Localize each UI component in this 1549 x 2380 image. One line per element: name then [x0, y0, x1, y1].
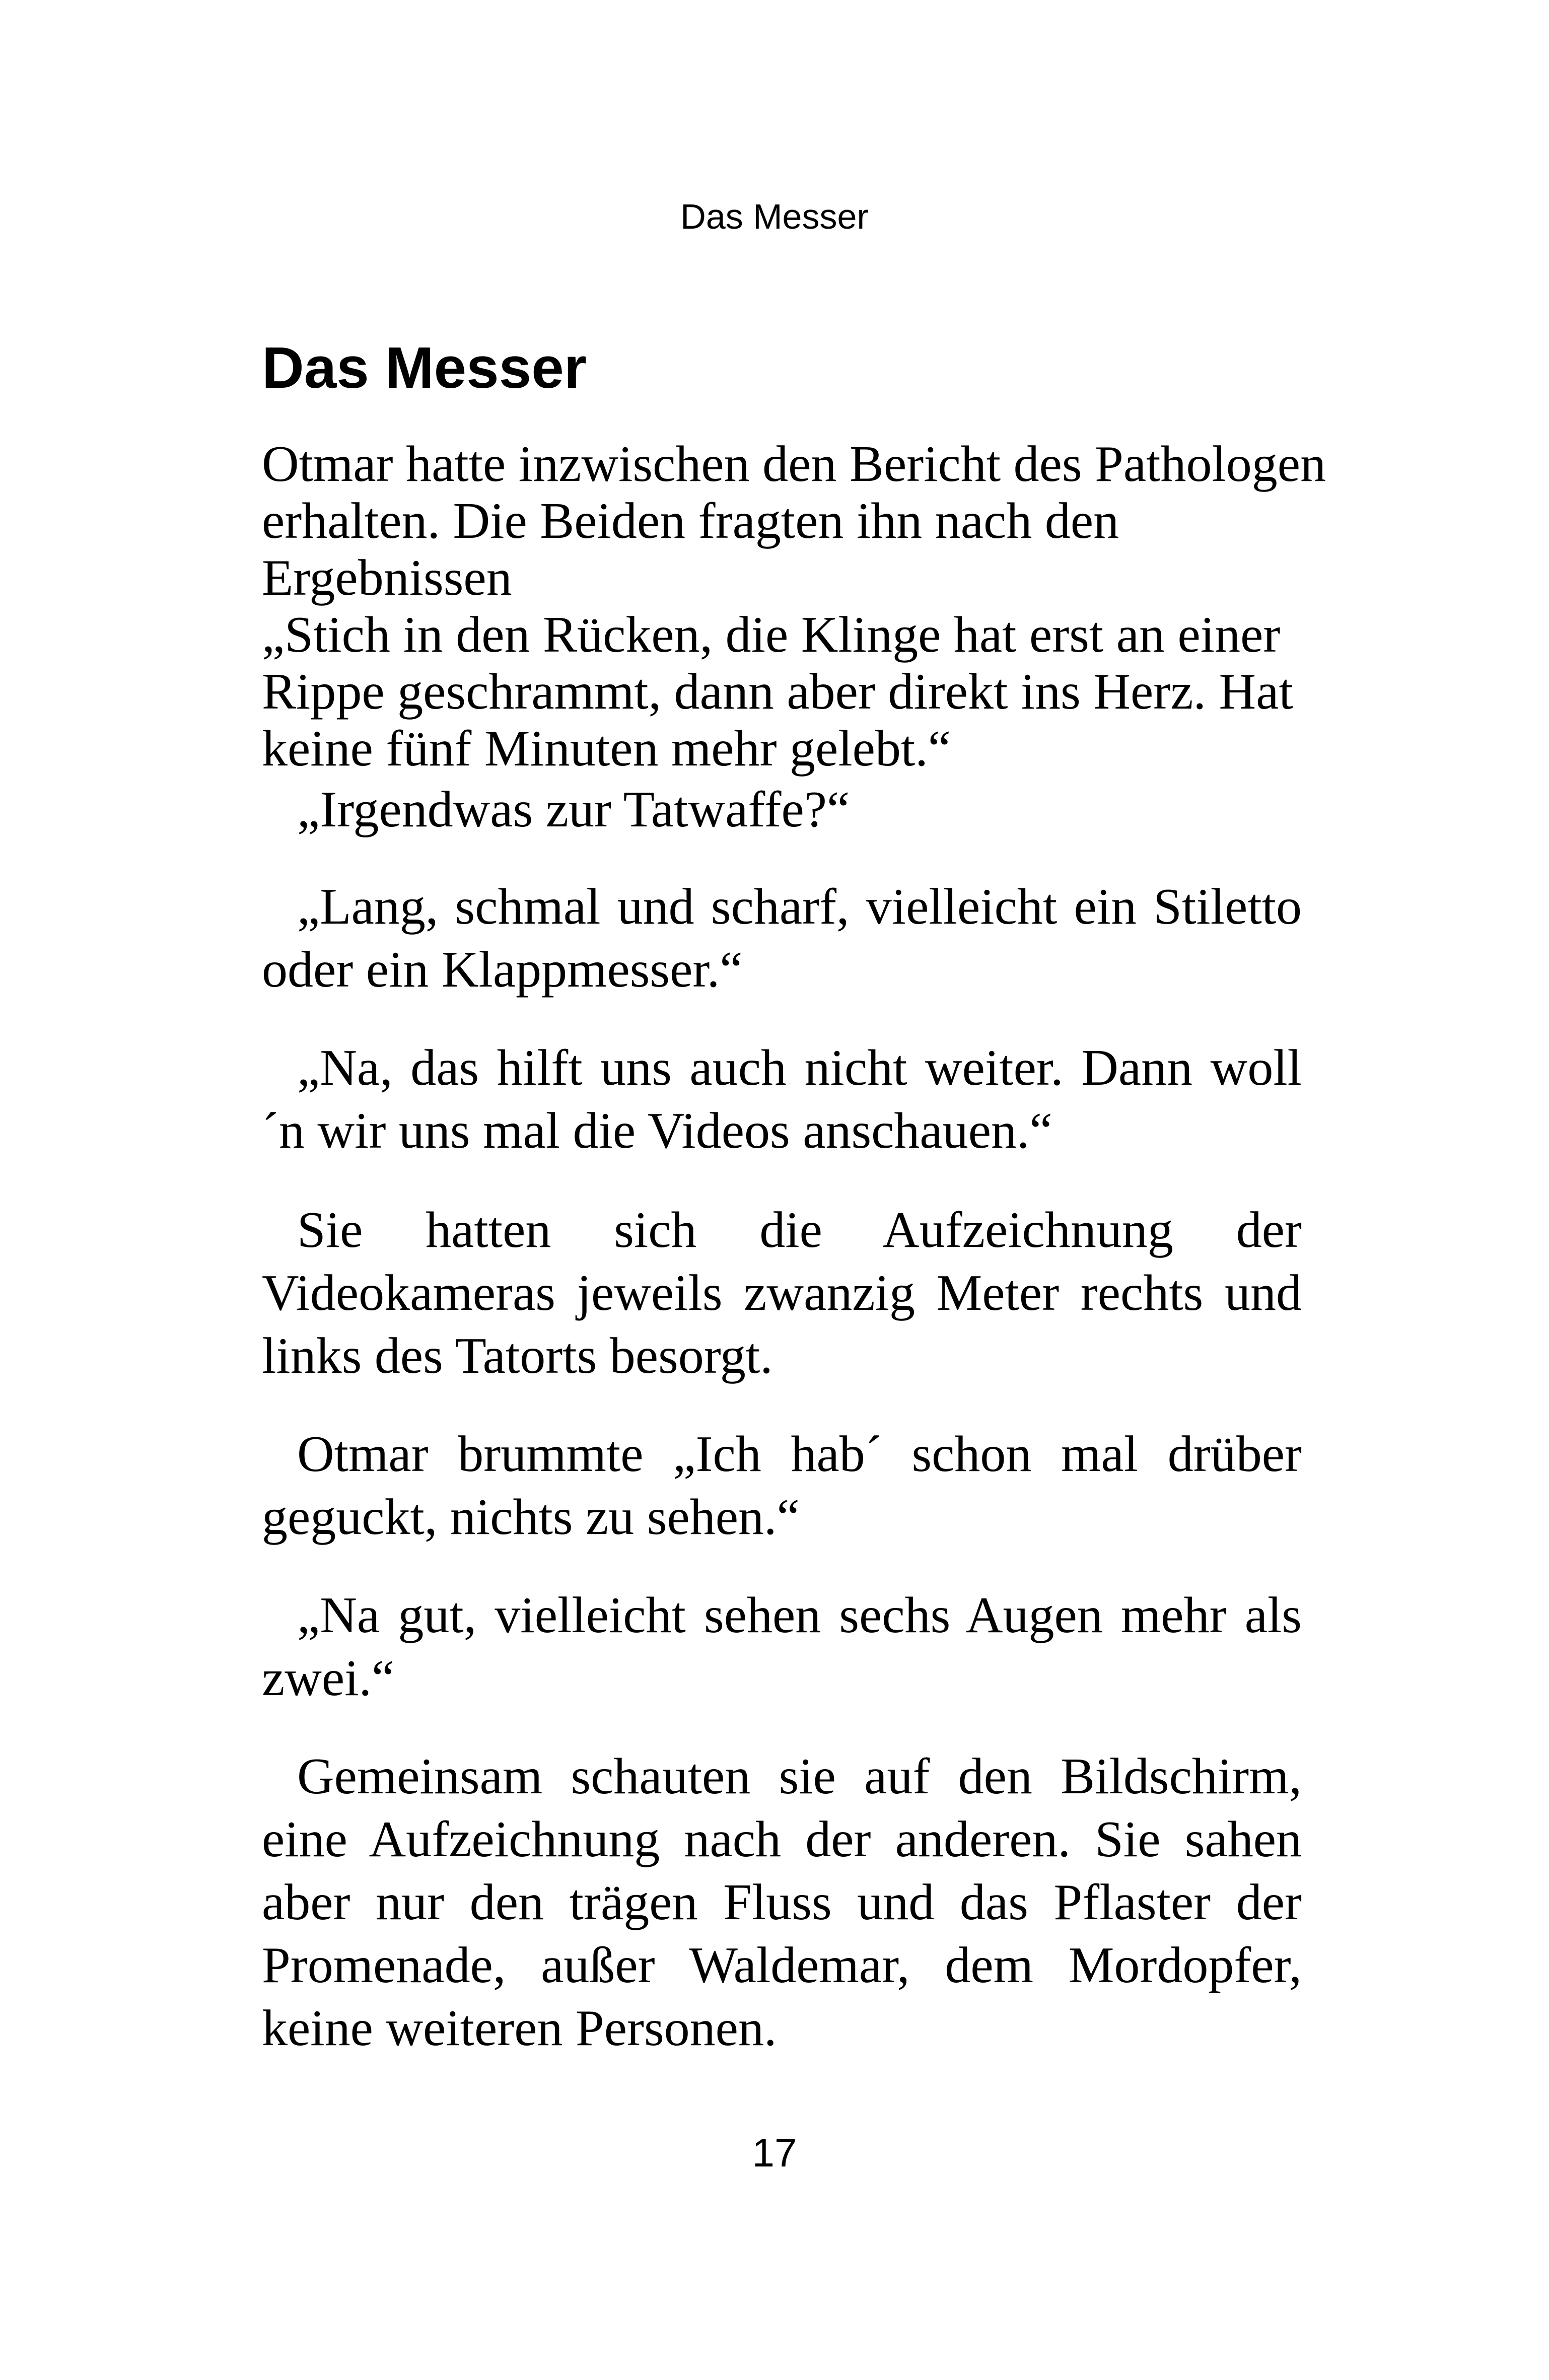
paragraph: „Na, das hilft uns auch nicht weiter. Dann woll´n wir uns mal die Videos anschauen.“ [262, 1039, 1302, 1159]
opening-block [262, 436, 1326, 777]
paragraph: Otmar brummte „Ich hab´ schon mal drüber geguckt, nichts zu sehen.“ [262, 1426, 1302, 1546]
text-line: Ergebnissen [262, 549, 512, 606]
chapter-title: Das Messer [262, 335, 587, 400]
paragraph: „Irgendwas zur Tatwaffe?“ [297, 781, 850, 838]
paragraph: „Lang, schmal und scharf, vielleicht ein Stiletto oder ein Klappmesser.“ [262, 878, 1302, 998]
paragraph: Sie hatten sich die Aufzeichnung der Videokameras jeweils zwanzig Meter rechts und links des Tatorts besorgt. [262, 1202, 1302, 1384]
text-line: keine fünf Minuten mehr gelebt.“ [262, 720, 951, 777]
text-line: Otmar hatte inzwischen den Bericht des Pathologen [262, 436, 1326, 493]
running-header: Das Messer [680, 197, 869, 236]
page-number: 17 [752, 2130, 797, 2175]
text-line: „Stich in den Rücken, die Klinge hat erst an einer [262, 606, 1281, 663]
paragraph: Gemeinsam schauten sie auf den Bildschirm, eine Aufzeichnung nach der anderen. Sie sahen aber nur den trägen Fluss und das Pflaster der Promenade, außer Waldemar, dem Mordopfer, keine weiteren Personen. [262, 1748, 1302, 2057]
paragraph: „Na gut, vielleicht sehen sechs Augen mehr als zwei.“ [262, 1587, 1302, 1707]
text-line: Rippe geschrammt, dann aber direkt ins Herz. Hat [262, 663, 1293, 720]
text-line: erhalten. Die Beiden fragten ihn nach den [262, 493, 1119, 549]
